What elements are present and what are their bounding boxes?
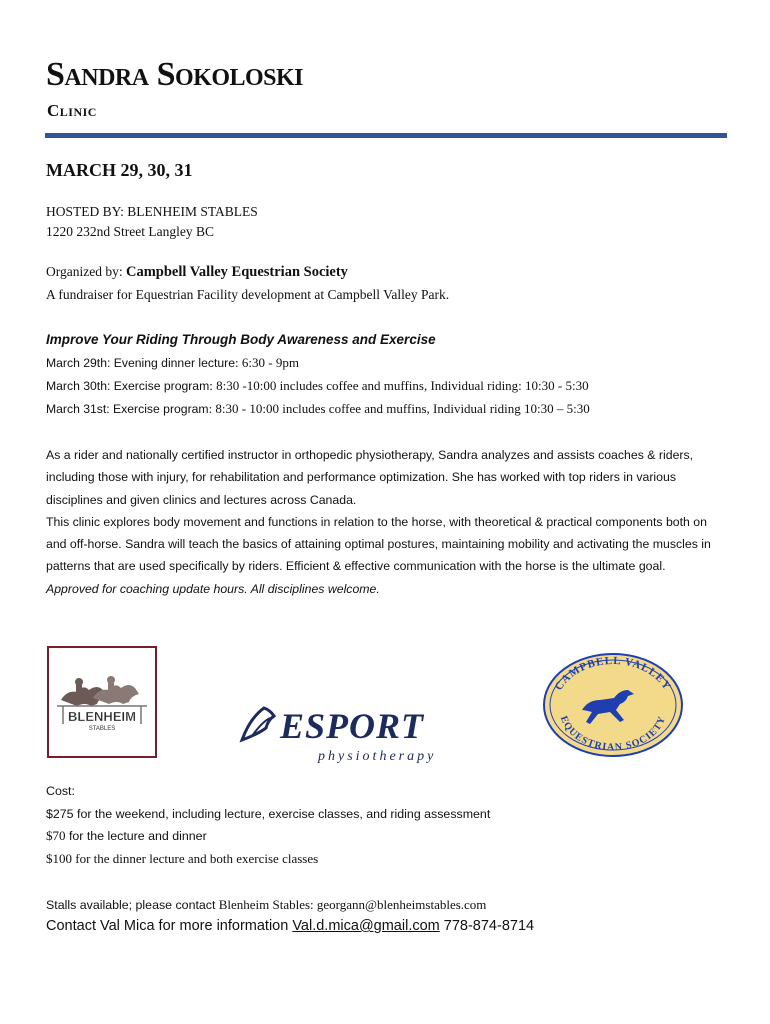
stalls-label: Stalls available; please contact	[46, 898, 216, 912]
cost-heading: Cost:	[46, 784, 75, 798]
cost-line	[46, 848, 490, 871]
schedule-label: March 30th: Exercise program	[46, 379, 210, 393]
contact-phone: 778-874-8714	[439, 918, 535, 934]
schedule-label: March 29th: Evening dinner lecture	[46, 356, 236, 370]
cves-logo-top-text: CAMPBELL VALLEY	[552, 654, 674, 693]
cost-lecture-desc: for the lecture and dinner	[65, 829, 207, 843]
blenheim-logo-subtext: STABLES	[88, 726, 116, 732]
host-address: 1220 232nd Street Langley BC	[46, 224, 214, 239]
cost-weekend-desc: for the weekend, including lecture, exercise classes, and riding assessment	[73, 806, 491, 821]
cost-line	[46, 803, 490, 826]
organizer-name: Campbell Valley Equestrian Society	[125, 264, 348, 280]
organized-by	[46, 264, 348, 281]
contact-email-link[interactable]: Val.d.mica@gmail.com	[292, 918, 440, 934]
contact-line	[46, 918, 534, 934]
cost-line	[46, 825, 490, 848]
schedule-label: March 31st: Exercise program	[46, 402, 209, 416]
blenheim-logo-text: BLENHEIM	[68, 709, 136, 724]
program-heading: Improve Your Riding Through Body Awareness and Exercise	[46, 332, 436, 347]
cost-dinner-desc: for the dinner lecture and both exercise classes	[72, 850, 319, 866]
organized-by-label: Organized by:	[46, 264, 123, 279]
schedule-item	[46, 401, 590, 417]
approval-note: Approved for coaching update hours. All disciplines welcome.	[46, 581, 380, 596]
contact-label: Contact Val Mica for more information	[46, 918, 293, 934]
clinic-dates: MARCH 29, 30, 31	[46, 160, 193, 180]
blenheim-stables-logo	[47, 646, 157, 758]
page-subtitle: Clinic	[47, 101, 97, 120]
esport-logo-text: ESPORT	[280, 706, 425, 746]
cost-lecture-price: $70	[46, 828, 66, 843]
esport-physiotherapy-logo	[236, 696, 476, 766]
title-divider	[45, 133, 727, 138]
cost-section	[46, 780, 490, 870]
bio-paragraph: As a rider and nationally certified instructor in orthopedic physiotherapy, Sandra analyzes and assists coaches & riders, including those with injury, for rehabilitation and performance optimization. She has worked with top riders in various disciplines and given clinics and lectures across Canada.	[46, 448, 694, 507]
stalls-contact: Blenheim Stables: georgann@blenheimstables.com	[215, 897, 487, 912]
hosted-by: HOSTED BY: BLENHEIM STABLES	[46, 204, 258, 219]
cost-weekend-price: $275	[46, 806, 74, 821]
page-title: Sandra Sokoloski	[46, 56, 304, 93]
schedule-detail: : 8:30 - 10:00 includes coffee and muffins, Individual riding 10:30 – 5:30	[208, 401, 590, 416]
schedule-item	[46, 378, 589, 394]
schedule-item	[46, 355, 299, 371]
esport-logo-subtext: physiotherapy	[318, 749, 437, 764]
schedule-detail: : 8:30 -10:00 includes coffee and muffins, Individual riding: 10:30 - 5:30	[209, 378, 589, 393]
cost-dinner-price: $100	[46, 850, 72, 866]
stalls-note	[46, 897, 486, 913]
clinic-description	[46, 444, 726, 600]
clinic-paragraph: This clinic explores body movement and functions in relation to the horse, with theoretical & practical components both on and off-horse. Sandra will teach the basics of attaining optimal postures, maintaining mobility and activating the muscles in patterns that are used specifically by riders. Efficient & effective communication with the horse is the ultimate goal.	[46, 514, 711, 574]
fundraiser-note: A fundraiser for Equestrian Facility development at Campbell Valley Park.	[46, 287, 450, 302]
cves-logo	[542, 652, 684, 758]
cves-logo-bottom-text: EQUESTRIAN SOCIETY	[557, 714, 669, 754]
schedule-detail: : 6:30 - 9pm	[235, 355, 299, 370]
